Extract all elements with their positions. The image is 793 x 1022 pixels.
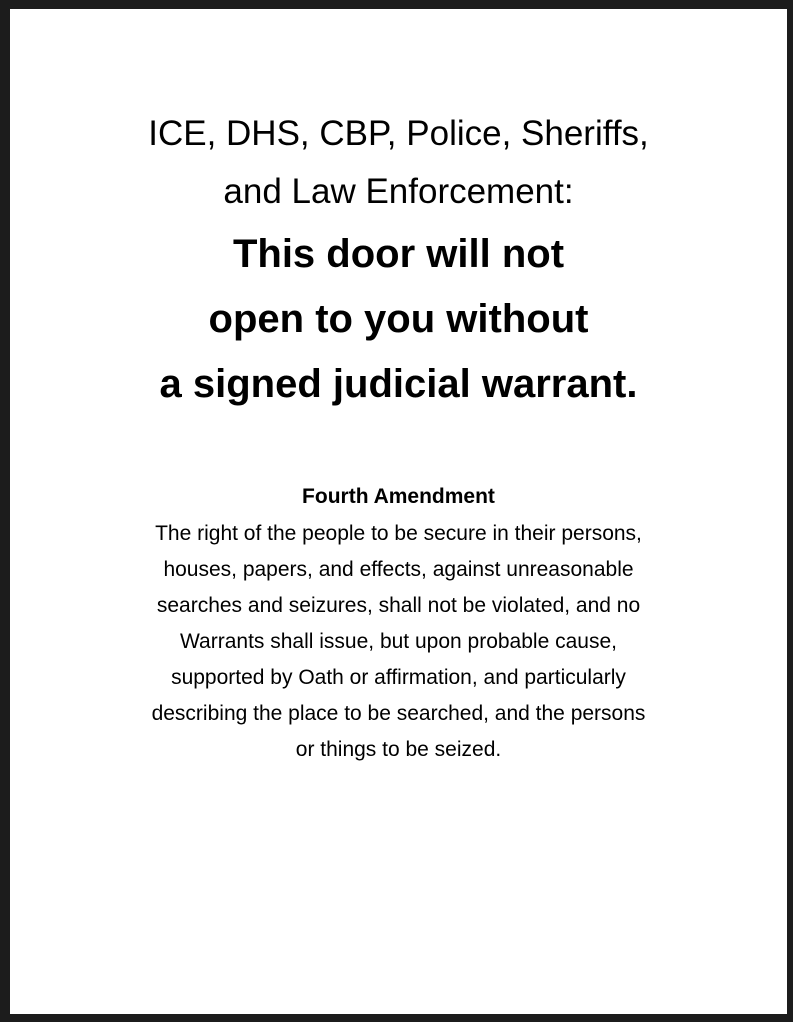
amendment-line: or things to be seized.: [295, 738, 502, 761]
amendment-line: searches and seizures, shall not be violated, and no: [156, 594, 641, 617]
addressee-line: ICE, DHS, CBP, Police, Sheriffs,: [148, 114, 649, 153]
amendment-title: Fourth Amendment: [302, 485, 495, 508]
headline-line: open to you without: [208, 297, 589, 341]
amendment-line: describing the place to be searched, and the persons: [151, 702, 646, 725]
warrant-headline: [10, 222, 787, 417]
headline-line: a signed judicial warrant.: [159, 362, 638, 406]
addressee-line: and Law Enforcement:: [223, 172, 574, 211]
amendment-line: houses, papers, and effects, against unreasonable: [163, 558, 634, 581]
amendment-line: Warrants shall issue, but upon probable cause,: [180, 630, 617, 653]
amendment-line: supported by Oath or affirmation, and particularly: [171, 666, 626, 689]
amendment-line: The right of the people to be secure in their persons,: [155, 522, 642, 545]
addressee-heading: [10, 105, 787, 221]
headline-line: This door will not: [232, 232, 565, 276]
sign-page: [10, 9, 787, 1014]
amendment-text: [10, 516, 787, 768]
